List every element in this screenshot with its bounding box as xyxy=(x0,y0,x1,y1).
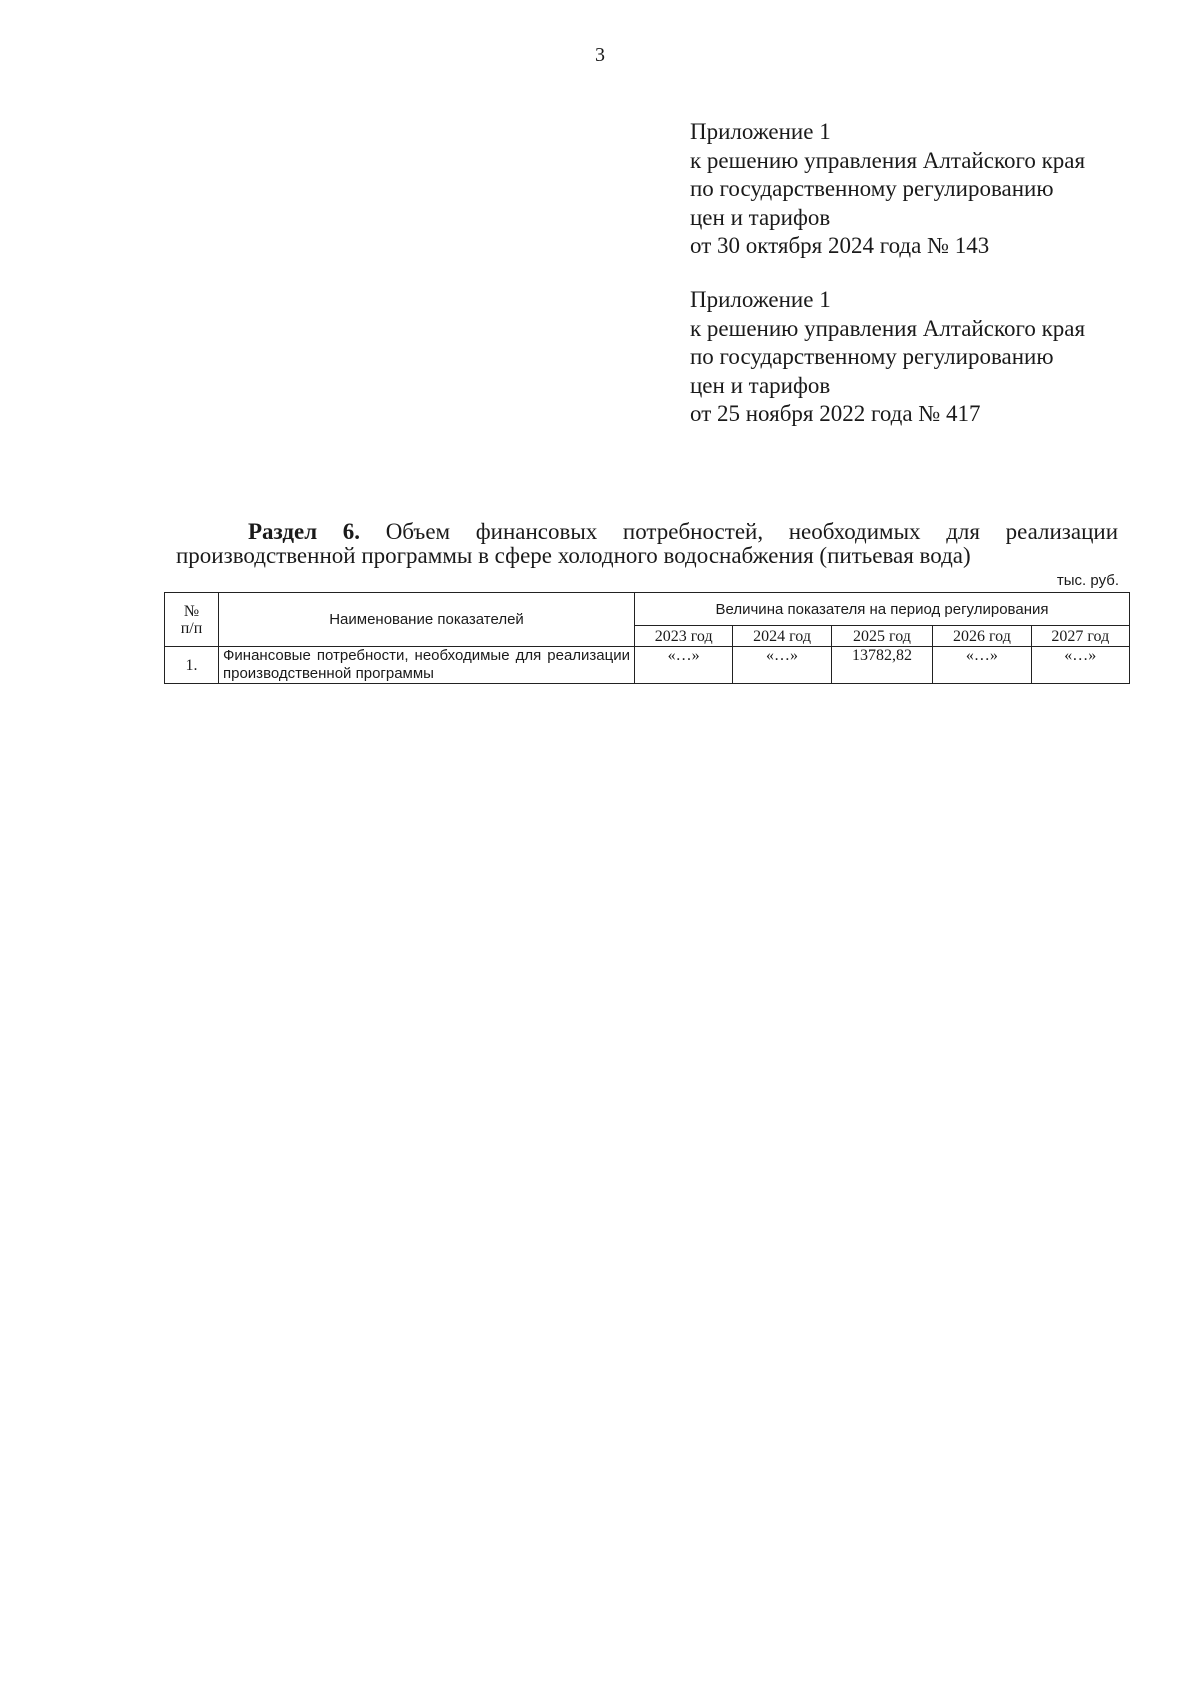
appendix-previous xyxy=(690,286,1085,429)
section-title-line1: Объем финансовых потребностей, необходимых для реализации xyxy=(385,519,1119,544)
header-num-line2: п/п xyxy=(180,619,203,637)
row-value: «…» xyxy=(635,647,733,684)
row-num: 1. xyxy=(165,647,219,684)
header-year: 2023 год xyxy=(635,626,733,647)
section-heading xyxy=(176,520,1118,568)
header-num-line1: № xyxy=(183,602,200,620)
section-label: Раздел 6. xyxy=(248,519,361,544)
row-value: 13782,82 xyxy=(831,647,933,684)
appendix-current xyxy=(690,118,1085,261)
appendix-line: цен и тарифов xyxy=(690,372,831,398)
appendix-line: от 30 октября 2024 года № 143 xyxy=(690,233,990,258)
header-year: 2025 год xyxy=(831,626,933,647)
header-year: 2024 год xyxy=(733,626,831,647)
appendix-line: по государственному регулированию xyxy=(690,176,1054,201)
table-row xyxy=(165,647,1130,684)
row-value: «…» xyxy=(933,647,1031,684)
row-value: «…» xyxy=(1031,647,1129,684)
appendix-line: Приложение 1 xyxy=(690,119,831,144)
appendix-line: цен и тарифов xyxy=(690,204,831,230)
header-period: Величина показателя на период регулирования xyxy=(635,593,1130,626)
header-num xyxy=(165,593,219,647)
indicators-table xyxy=(164,592,1130,684)
units-label: тыс. руб. xyxy=(1056,572,1119,589)
page-number: 3 xyxy=(595,44,605,66)
header-name: Наименование показателей xyxy=(219,593,635,647)
appendix-line: по государственному регулированию xyxy=(690,344,1054,369)
section-title-line2: производственной программы в сфере холодного водоснабжения (питьевая вода) xyxy=(176,543,971,568)
table-header-row xyxy=(165,593,1130,626)
appendix-line: к решению управления Алтайского края xyxy=(690,315,1086,341)
appendix-line: Приложение 1 xyxy=(690,287,831,312)
section-heading-line1 xyxy=(176,520,1118,544)
header-year: 2026 год xyxy=(933,626,1031,647)
row-name: Финансовые потребности, необходимые для реализации производственной программы xyxy=(219,647,635,684)
appendix-line: от 25 ноября 2022 года № 417 xyxy=(690,401,981,426)
header-year: 2027 год xyxy=(1031,626,1129,647)
appendix-line: к решению управления Алтайского края xyxy=(690,147,1086,173)
row-value: «…» xyxy=(733,647,831,684)
